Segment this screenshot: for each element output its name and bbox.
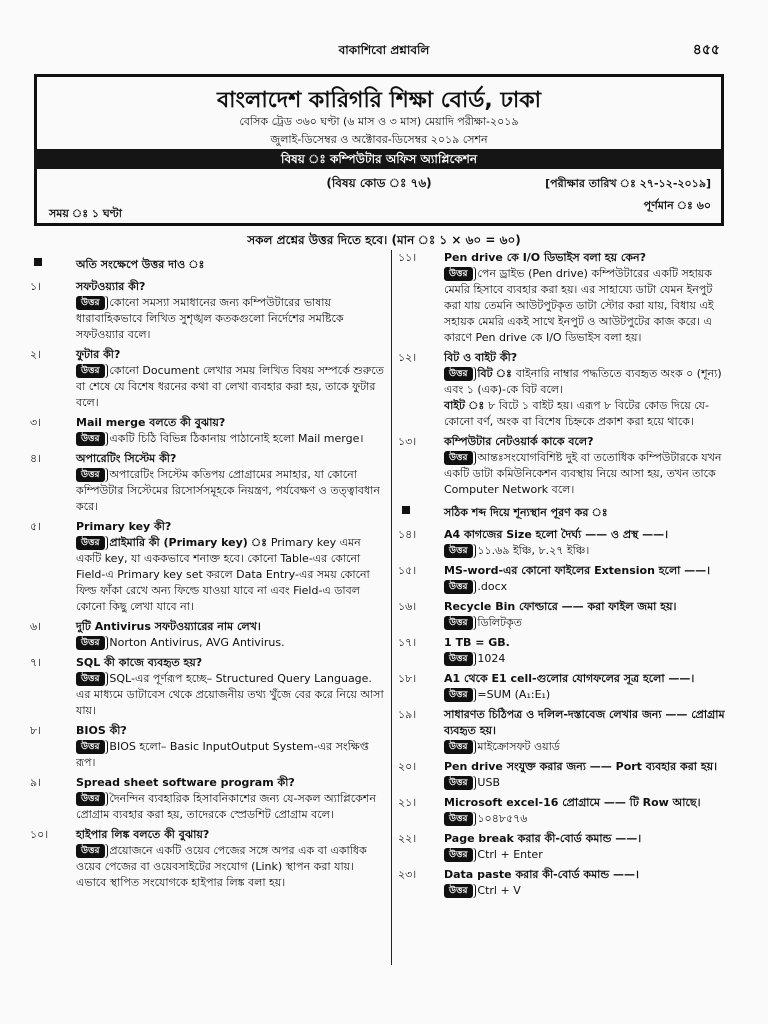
instruction-line: সকল প্রশ্নের উত্তর দিতে হবে। (মান ঃ ১ × ৬০ = ৬০) xyxy=(247,233,521,247)
question-text: Mail merge বলতে কী বুঝায়? xyxy=(76,416,226,429)
question-text: সফটওয়্যার কী? xyxy=(76,280,146,293)
question-item xyxy=(398,867,732,899)
question-item xyxy=(398,434,732,498)
answer-badge: উত্তর xyxy=(444,776,473,790)
answer-text: উত্তর BIOS হলো– Basic InputOutput System-এর সংক্ষিপ্ত রূপ। xyxy=(76,740,369,769)
exam-time: সময় ঃ ১ ঘণ্টা xyxy=(49,207,122,220)
question-item xyxy=(30,619,386,651)
question-text: A1 থেকে E1 cell-গুলোর যোগফলের সূত্র হলো ——। xyxy=(444,672,695,685)
question-item xyxy=(398,563,732,595)
question-number: ১৩। xyxy=(398,435,417,448)
answer-badge: উত্তর xyxy=(444,367,473,381)
answer-badge: উত্তর xyxy=(76,792,105,806)
right-column xyxy=(398,250,732,903)
board-header-box xyxy=(34,74,724,226)
question-item xyxy=(398,599,732,631)
course-line: বেসিক ট্রেড ৩৬০ ঘণ্টা (৬ মাস ও ৩ মাস) মেয়াদি পরীক্ষা-২০১৯ xyxy=(239,115,519,128)
question-text: Primary key কী? xyxy=(76,520,172,533)
question-number: ১৫। xyxy=(398,564,417,577)
running-header: বাকাশিবো প্রশ্নাবলি xyxy=(338,43,430,57)
answer-lead: বিট ঃ xyxy=(477,367,516,380)
question-text: Pen drive সংযুক্ত করার জন্য —— Port ব্যবহার করা হয়। xyxy=(444,760,718,773)
question-number: ১৬। xyxy=(398,600,417,613)
question-text: Recycle Bin ফোল্ডারে —— করা ফাইল জমা হয়। xyxy=(444,600,677,613)
question-number: ৭। xyxy=(30,656,42,669)
square-bullet-icon xyxy=(34,258,42,266)
answer-badge: উত্তর xyxy=(76,364,105,378)
question-number: ২২। xyxy=(398,832,417,845)
answer-badge: উত্তর xyxy=(76,636,105,650)
answer-badge: উত্তর xyxy=(444,267,473,281)
square-bullet-icon xyxy=(402,506,410,514)
answer-text: উত্তর Norton Antivirus, AVG Antivirus. xyxy=(76,635,386,651)
answer-text: উত্তর কোনো Document লেখার সময় লিখিত বিষয় সম্পর্কে শুরুতে বা শেষে যে বিশেষ ধরনের কথা বা লেখা ব্যবহার করা হয়, তাকে ফুটার বলে। xyxy=(76,364,384,409)
answer-badge: উত্তর xyxy=(444,580,473,594)
section-title: সঠিক শব্দ দিয়ে শূন্যস্থান পূরণ কর ঃ xyxy=(444,506,608,519)
question-list xyxy=(30,279,386,891)
answer-text: উত্তর ১১.৬৯ ইঞ্চি, ৮.২৭ ইঞ্চি। xyxy=(444,543,732,559)
answer-text: উত্তর .docx xyxy=(444,579,732,595)
question-number: ২১। xyxy=(398,796,417,809)
answer-text: উত্তর ডিলিটকৃত xyxy=(444,615,732,631)
question-text: A4 কাগজের Size হলো দৈর্ঘ্য —— ও প্রস্থ ——। xyxy=(444,528,669,541)
question-number: ৯। xyxy=(30,776,42,789)
answer-badge: উত্তর xyxy=(76,296,105,310)
full-marks: পূর্ণমান ঃ ৬০ xyxy=(643,199,711,212)
subject-bar: বিষয় ঃ কম্পিউটার অফিস অ্যাপ্লিকেশন xyxy=(34,149,724,169)
answer-text: উত্তর আন্তঃসংযোগবিশিষ্ট দুই বা ততোধিক কম্পিউটারকে যখন একটি ডাটা কমিউনিকেশন ব্যবস্থায় নিয়ে আসা হয়, তখন তাকে Computer Network বলে। xyxy=(444,451,722,496)
question-item xyxy=(30,347,386,411)
question-number: ১০। xyxy=(30,828,49,841)
answer-text: উত্তর 1024 xyxy=(444,651,732,667)
answer-text: উত্তর পেন ড্রাইভ (Pen drive) কম্পিউটারের একটি সহায়ক মেমরি হিসাবে ব্যবহার করা হয়। এর সাহায্যে ডাটা যেমন ইনপুট করা যায় তেমনি আউটপুটকৃত ডাটা স্টোর করা যায়, বিধায় এই সহায়ক মেমরি একই সাথে ইনপুট ও আউটপুটের কাজ করে। এ কারণে Pen drive কে I/O ডিভাইস বলা হয়। xyxy=(444,267,714,344)
question-text: Pen drive কে I/O ডিভাইস বলা হয় কেন? xyxy=(444,251,646,264)
question-text: হাইপার লিঙ্ক বলতে কী বুঝায়? xyxy=(76,828,210,841)
question-item xyxy=(398,635,732,667)
question-number: ১৯। xyxy=(398,708,417,721)
question-text: অপারেটিং সিস্টেম কী? xyxy=(76,452,177,465)
answer-badge: উত্তর xyxy=(444,544,473,558)
answer-text: উত্তর SQL-এর পূর্ণরূপ হচ্ছে– Structured Query Language. এর মাধ্যমে ডাটাবেস থেকে প্রয়োজনীয় তথ্য খুঁজে বের করে নিয়ে আসা যায়। xyxy=(76,672,384,717)
question-list xyxy=(398,250,732,498)
question-number: ১৭। xyxy=(398,636,417,649)
section-heading-fill-blank xyxy=(398,504,732,523)
answer-text: বাইট ঃ ৮ বিটে ১ বাইট হয়। এরূপ ৮ বিটের কোড দিয়ে যে-কোনো বর্ণ, অংক বা বিশেষ চিহ্নকে প্রকাশ করা হয়ে থাকে। xyxy=(444,399,709,428)
section-title: অতি সংক্ষেপে উত্তর দাও ঃ xyxy=(76,258,205,271)
question-number: ১২। xyxy=(398,351,417,364)
answer-text: উত্তর মাইক্রোসফট ওয়ার্ড xyxy=(444,739,732,755)
question-text: Spread sheet software program কী? xyxy=(76,776,295,789)
answer-text: উত্তর বিট ঃ বাইনারি নাম্বার পদ্ধতিতে ব্যবহৃত অংক ০ (শূন্য) এবং ১ (এক)-কে বিট বলে। xyxy=(444,367,722,396)
answer-badge: উত্তর xyxy=(76,432,105,446)
answer-badge: উত্তর xyxy=(76,672,105,686)
question-text: MS-word-এর কোনো ফাইলের Extension হলো ——। xyxy=(444,564,711,577)
question-number: ১১। xyxy=(398,251,417,264)
question-item xyxy=(30,519,386,615)
question-number: ৫। xyxy=(30,520,42,533)
question-item xyxy=(30,655,386,719)
question-number: ৪। xyxy=(30,452,42,465)
question-text: BIOS কী? xyxy=(76,724,127,737)
question-item xyxy=(398,250,732,346)
section-heading-short-answer xyxy=(30,256,386,275)
answer-text: উত্তর কোনো সমস্যা সমাধানের জন্য কম্পিউটারের ভাষায় ধারাবাহিকভাবে লিখিত সুশৃঙ্খল কতকগুলো নির্দেশের সমষ্টিকে সফটওয়্যার বলে। xyxy=(76,296,344,341)
board-title: বাংলাদেশ কারিগরি শিক্ষা বোর্ড, ঢাকা xyxy=(216,88,542,113)
column-divider xyxy=(391,250,392,965)
answer-text: উত্তর অপারেটিং সিস্টেম কতিপয় প্রোগ্রামের সমাহার, যা কোনো কম্পিউটার সিস্টেমের রিসোর্সসমূহকে নিয়ন্ত্রণ, পর্যবেক্ষণ ও তত্ত্বাবধান করে। xyxy=(76,468,380,513)
answer-lead: বাইট ঃ xyxy=(444,399,489,412)
question-text: কম্পিউটার নেটওয়ার্ক কাকে বলে? xyxy=(444,435,594,448)
question-list xyxy=(398,527,732,899)
question-item xyxy=(30,827,386,891)
question-text: Data paste করার কী-বোর্ড কমান্ড ——। xyxy=(444,868,639,881)
question-number: ৮। xyxy=(30,724,42,737)
answer-text: উত্তর ১০৪৮৫৭৬ xyxy=(444,811,732,827)
question-number: ১৮। xyxy=(398,672,417,685)
answer-badge: উত্তর xyxy=(444,652,473,666)
answer-text: উত্তর Ctrl + Enter xyxy=(444,847,732,863)
answer-badge: উত্তর xyxy=(444,848,473,862)
question-text: SQL কী কাজে ব্যবহৃত হয়? xyxy=(76,656,203,669)
question-item xyxy=(30,723,386,771)
question-number: ১৪। xyxy=(398,528,417,541)
question-number: ২। xyxy=(30,348,42,361)
answer-text: উত্তর =SUM (A₁:E₁) xyxy=(444,687,732,703)
answer-text: উত্তর Ctrl + V xyxy=(444,883,732,899)
question-item xyxy=(398,831,732,863)
question-number: ২০। xyxy=(398,760,417,773)
answer-badge: উত্তর xyxy=(76,468,105,482)
question-number: ৬। xyxy=(30,620,42,633)
subject-code: (বিষয় কোড ঃ ৭৬) xyxy=(326,176,432,190)
answer-badge: উত্তর xyxy=(444,884,473,898)
question-item xyxy=(30,279,386,343)
question-item xyxy=(398,795,732,827)
answer-badge: উত্তর xyxy=(444,616,473,630)
answer-badge: উত্তর xyxy=(76,536,105,550)
question-item xyxy=(30,415,386,447)
question-text: 1 TB = GB. xyxy=(444,636,510,649)
answer-badge: উত্তর xyxy=(444,688,473,702)
answer-badge: উত্তর xyxy=(444,740,473,754)
question-number: ১। xyxy=(30,280,42,293)
question-item xyxy=(30,775,386,823)
question-text: বিট ও বাইট কী? xyxy=(444,351,518,364)
answer-badge: উত্তর xyxy=(444,812,473,826)
answer-badge: উত্তর xyxy=(76,740,105,754)
answer-badge: উত্তর xyxy=(76,844,105,858)
question-text: সাধারণত চিঠিপত্র ও দলিল-দস্তাবেজ লেখার জন্য —— প্রোগ্রাম ব্যবহৃত হয়। xyxy=(444,708,725,737)
question-text: Microsoft excel-16 প্রোগ্রামে —— টি Row আছে। xyxy=(444,796,701,809)
question-item xyxy=(398,350,732,430)
question-number: ২৩। xyxy=(398,868,417,881)
question-number: ৩। xyxy=(30,416,42,429)
question-text: Page break করার কী-বোর্ড কমান্ড ——। xyxy=(444,832,642,845)
answer-text: উত্তর প্রাইমারি কী (Primary key) ঃ Primary key এমন একটি key, যা এককভাবে শনাক্ত হবে। কোনো Table-এর কোনো Field-এ Primary key set করলে Data Entry-এর সময় কোনো ফিল্ড ফাঁকা রেখে অন্য ফিল্ডে যাওয়া যাবে না এবং Field-এ ডাবল কোনো কিছু লেখা যাবে না। xyxy=(76,536,370,613)
answer-text: উত্তর দৈনন্দিন ব্যবহারিক হিসাবনিকাশের জন্য যে-সকল অ্যাপ্লিকেশন প্রোগ্রাম ব্যবহার করা হয়, তাদেরকে স্প্রেডশিট প্রোগ্রাম বলে। xyxy=(76,792,376,821)
answer-text: উত্তর প্রয়োজনে একটি ওয়েব পেজের সঙ্গে অপর এক বা একাধিক ওয়েব পেজের বা ওয়েবসাইটের সংযোগ (Link) স্থাপন করা যায়। এভাবে স্থাপিত সংযোগকে হাইপার লিঙ্ক বলা হয়। xyxy=(76,844,367,889)
left-column xyxy=(30,250,386,895)
answer-text: উত্তর একটি চিঠি বিভিন্ন ঠিকানায় পাঠানোই হলো Mail merge। xyxy=(76,431,386,447)
page-number: ৪৫৫ xyxy=(692,42,720,58)
answer-badge: উত্তর xyxy=(444,451,473,465)
session-line: জুলাই-ডিসেম্বর ও অক্টোবর-ডিসেম্বর ২০১৯ সেশন xyxy=(270,133,488,146)
question-text: ফুটার কী? xyxy=(76,348,121,361)
question-item xyxy=(30,451,386,515)
question-item xyxy=(398,707,732,755)
answer-lead: প্রাইমারি কী (Primary key) ঃ xyxy=(109,536,271,549)
question-text: দুটি Antivirus সফটওয়্যারের নাম লেখ। xyxy=(76,620,261,633)
answer-text: উত্তর USB xyxy=(444,775,732,791)
exam-date: [পরীক্ষার তারিখ ঃ ২৭-১২-২০১৯] xyxy=(545,177,711,190)
question-item xyxy=(398,759,732,791)
question-item xyxy=(398,671,732,703)
question-item xyxy=(398,527,732,559)
